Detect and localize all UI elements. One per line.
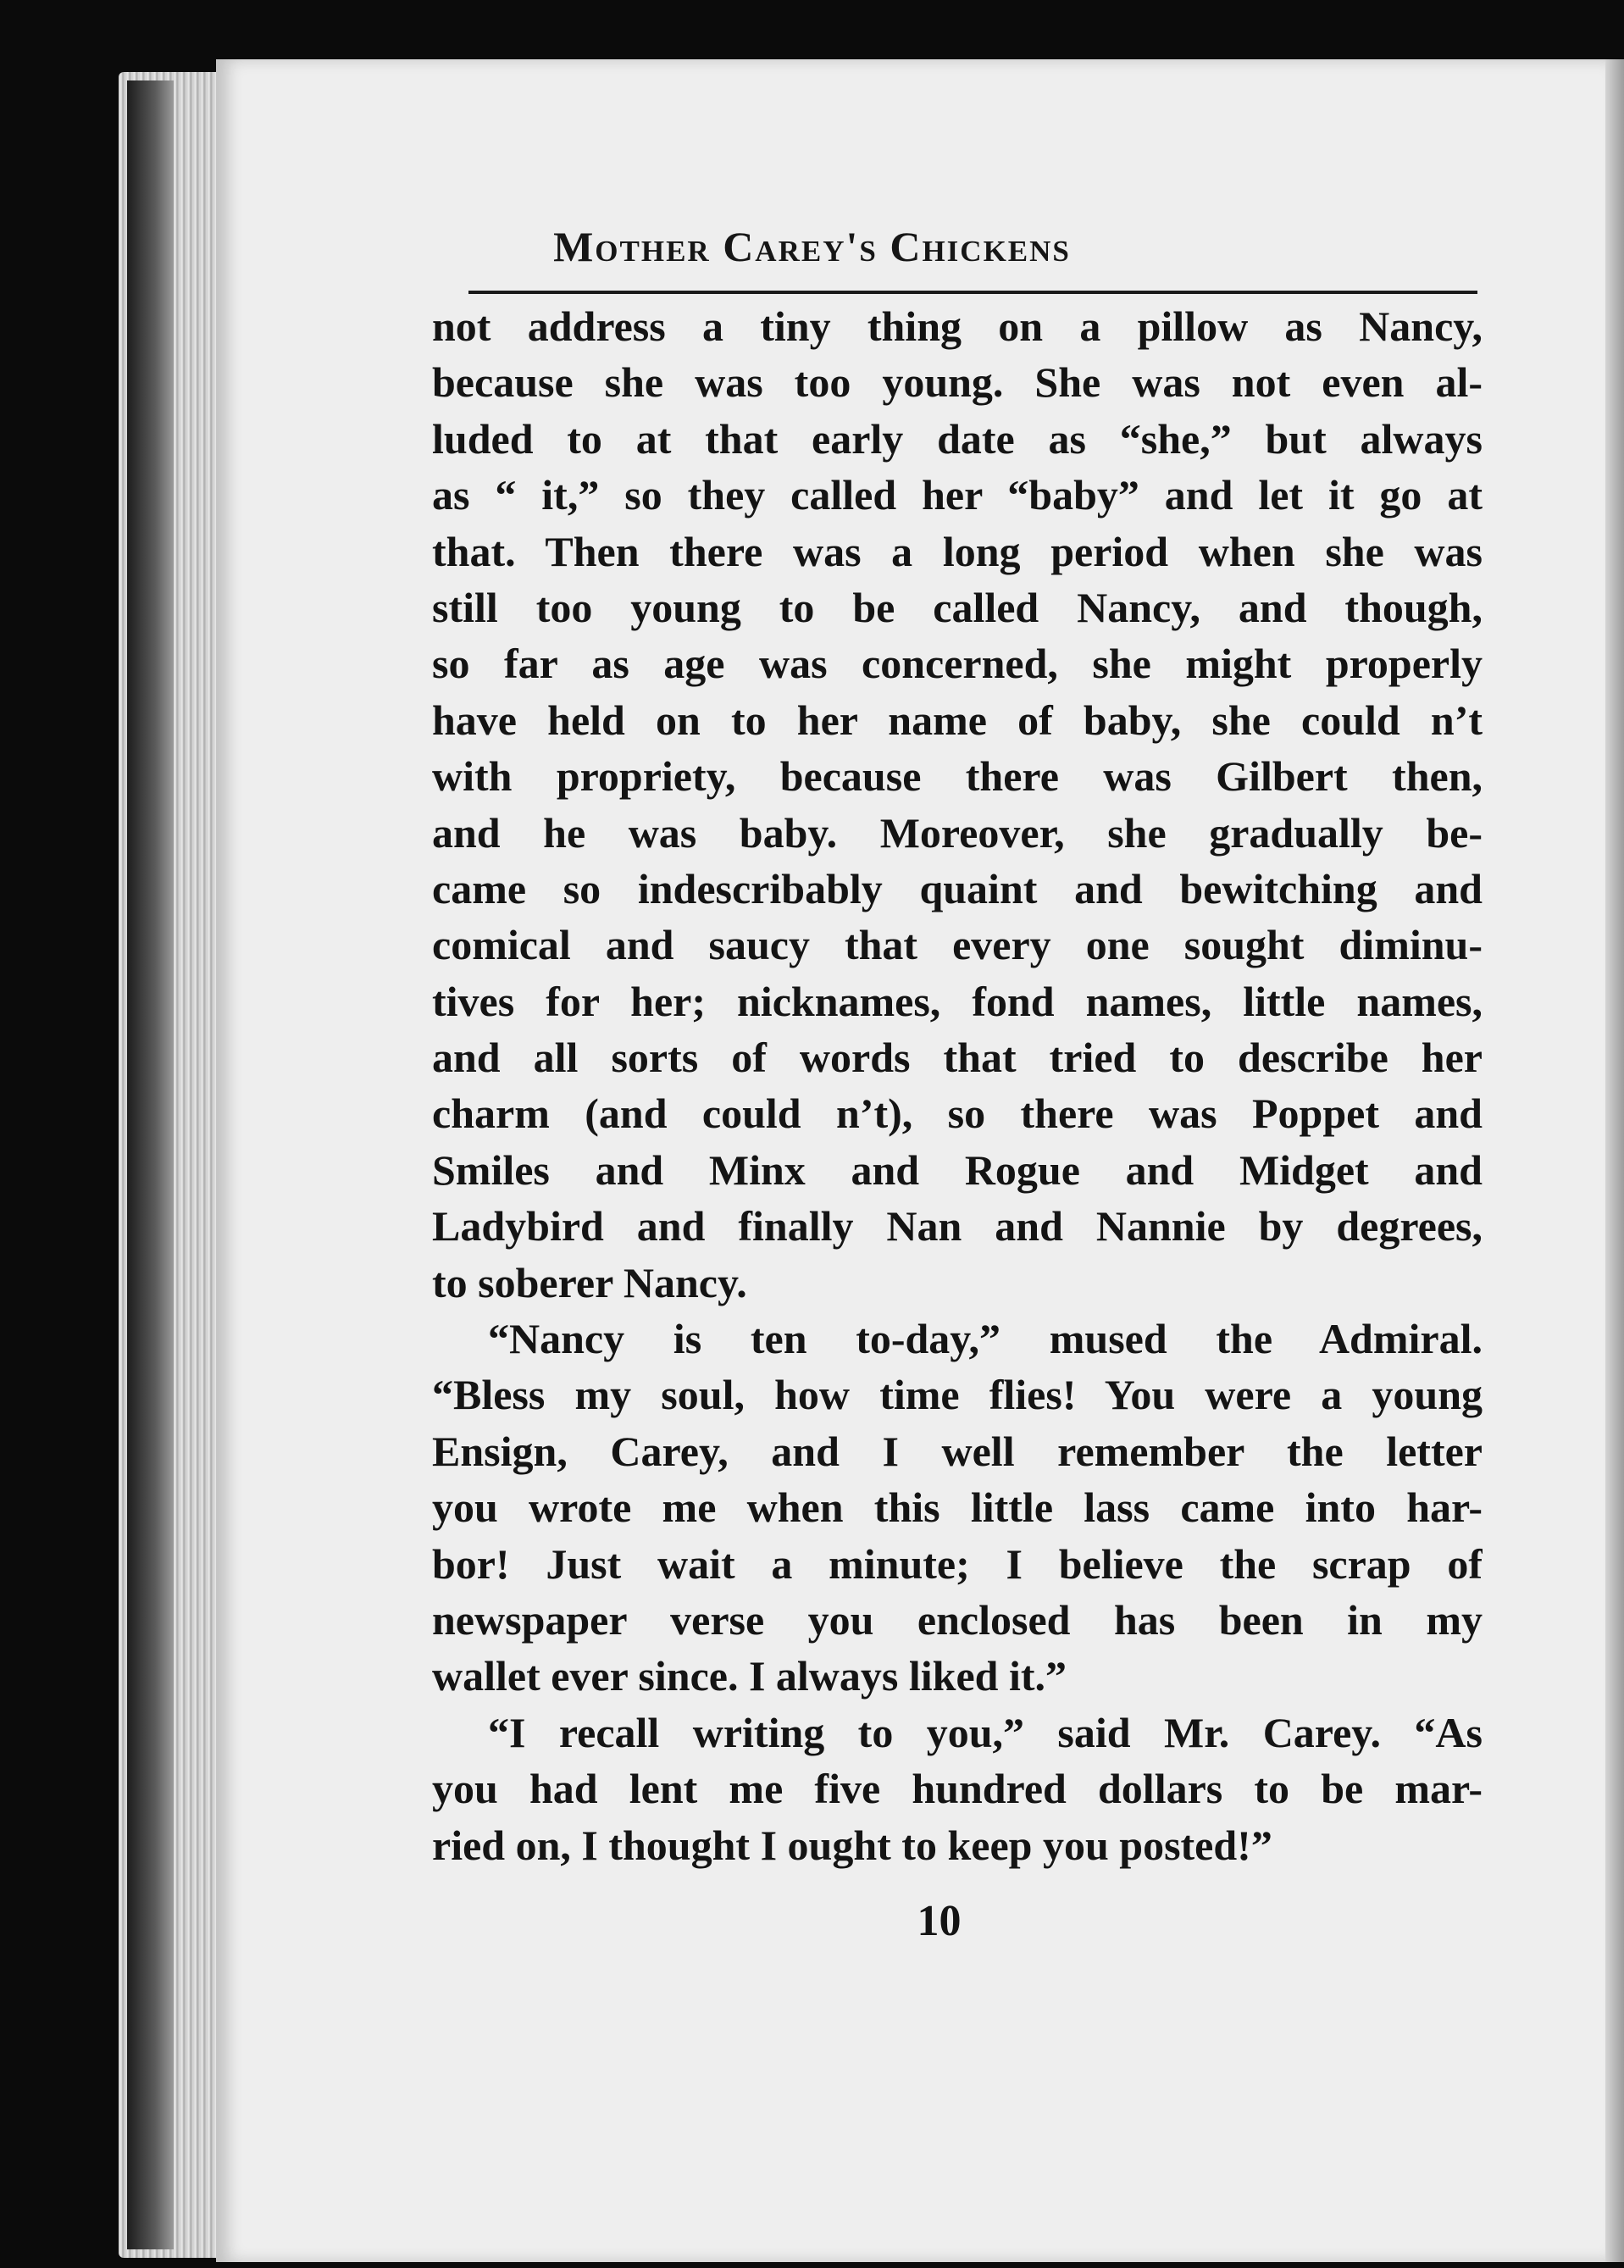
text-line: bor! Just wait a minute; I believe the scrap of (432, 1539, 1483, 1588)
text-line: Ensign, Carey, and I well remember the letter (432, 1427, 1483, 1475)
text-line: charm (and could n’t), so there was Poppet and (432, 1090, 1483, 1138)
text-line: so far as age was concerned, she might properly (432, 640, 1483, 688)
body-text (432, 298, 1483, 1873)
text-line: not address a tiny thing on a pillow as Nancy, (432, 302, 1483, 350)
text-line: “I recall writing to you,” said Mr. Carey. “As (488, 1708, 1483, 1756)
text-line: to soberer Nancy. (432, 1258, 747, 1306)
text-line: newspaper verse you enclosed has been in my (432, 1595, 1483, 1644)
text-line: wallet ever since. I always liked it.” (432, 1652, 1067, 1700)
text-line: “Nancy is ten to-day,” mused the Admiral. (488, 1315, 1483, 1363)
text-line: have held on to her name of baby, she could n’t (432, 696, 1483, 744)
text-line: and he was baby. Moreover, she gradually be- (432, 808, 1483, 857)
text-line: comical and saucy that every one sought diminu- (432, 921, 1483, 969)
text-line: Smiles and Minx and Rogue and Midget and (432, 1145, 1483, 1194)
page-number-text: 10 (917, 1897, 962, 1945)
text-line: that. Then there was a long period when she was (432, 527, 1483, 575)
text-line: as “ it,” so they called her “baby” and let it go at (432, 471, 1483, 519)
running-head: Mother Carey's Chickens (553, 223, 1071, 270)
page-number (0, 1896, 1624, 1946)
text-line: tives for her; nicknames, fond names, little names, (432, 977, 1483, 1025)
text-line: you had lent me five hundred dollars to be mar- (432, 1765, 1483, 1813)
text-line: because she was too young. She was not even al- (432, 358, 1483, 407)
text-line: with propriety, because there was Gilbert then, (432, 752, 1483, 801)
text-line: “Bless my soul, how time flies! You were a young (432, 1371, 1483, 1419)
text-line: still too young to be called Nancy, and though, (432, 583, 1483, 631)
text-line: luded to at that early date as “she,” but always (432, 414, 1483, 463)
text-line: ried on, I thought I ought to keep you posted!” (432, 1821, 1272, 1869)
text-line: and all sorts of words that tried to describe her (432, 1034, 1483, 1082)
header-rule (468, 291, 1477, 294)
text-line: you wrote me when this little lass came into har- (432, 1483, 1483, 1532)
text-line: Ladybird and finally Nan and Nannie by degrees, (432, 1202, 1483, 1250)
text-line: came so indescribably quaint and bewitching and (432, 864, 1483, 912)
